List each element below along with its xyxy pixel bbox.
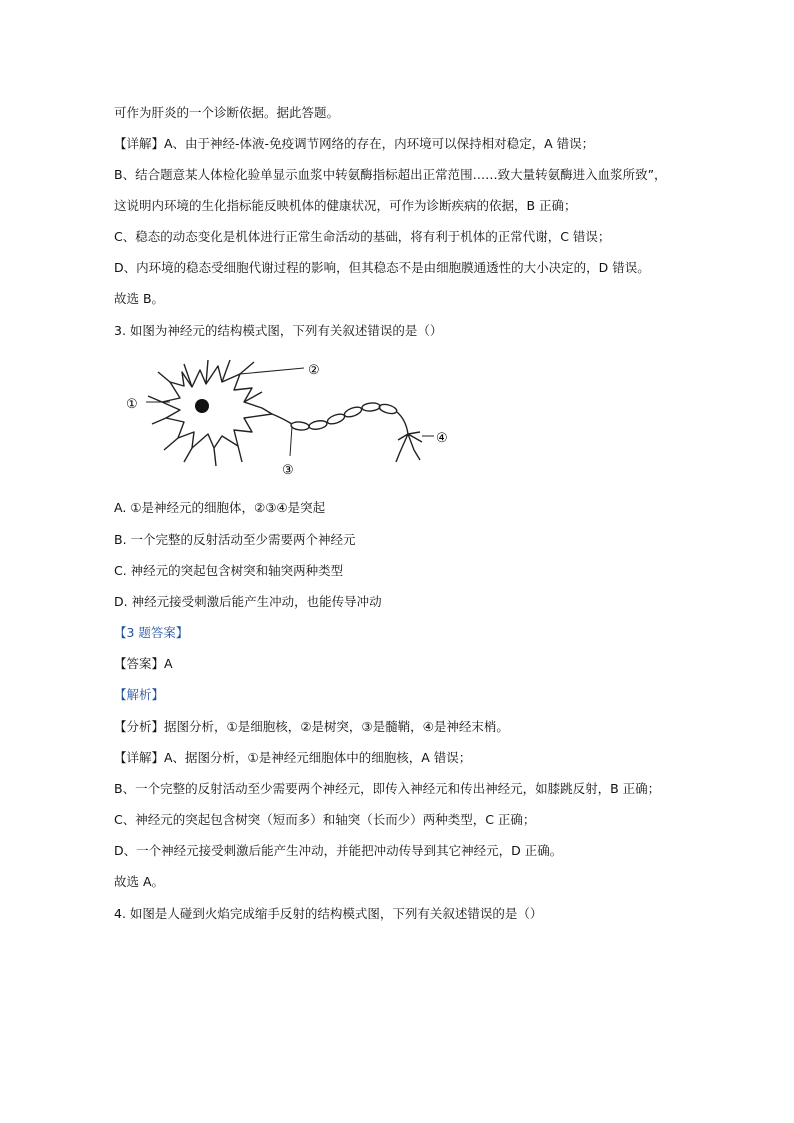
text-line: 这说明内环境的生化指标能反映机体的健康状况，可作为诊断疾病的依据，B 正确；	[114, 198, 577, 213]
question-4-stem: 4. 如图是人碰到火焰完成缩手反射的结构模式图，下列有关叙述错误的是（）	[114, 906, 543, 921]
analysis-line: 故选 A。	[114, 874, 165, 889]
text-line: D、内环境的稳态受细胞代谢过程的影响，但其稳态不是由细胞膜通透性的大小决定的，D 错误。	[114, 260, 650, 275]
figure-label-3: ③	[282, 463, 294, 478]
text-line: 【详解】A、由于神经-体液-免疫调节网络的存在，内环境可以保持相对稳定，A 错误；	[114, 136, 595, 151]
analysis-line: 【分析】据图分析，①是细胞核，②是树突，③是髓鞘，④是神经末梢。	[114, 719, 509, 734]
figure-label-1: ①	[126, 397, 138, 412]
analysis-line: B、一个完整的反射活动至少需要两个神经元，即传入神经元和传出神经元，如膝跳反射，B 正确；	[114, 781, 661, 796]
analysis-line: D、一个神经元接受刺激后能产生冲动，并能把冲动传导到其它神经元，D 正确。	[114, 843, 563, 858]
text-line: B、结合题意某人体检化验单显示血浆中转氨酶指标超出正常范围……致大量转氨酶进入血浆所致”，	[114, 167, 667, 182]
figure-label-2: ②	[308, 363, 320, 378]
option-d: D. 神经元接受刺激后能产生冲动，也能传导冲动	[114, 594, 382, 609]
option-b: B. 一个完整的反射活动至少需要两个神经元	[114, 532, 356, 547]
option-a: A. ①是神经元的细胞体，②③④是突起	[114, 500, 326, 515]
answer-line: 【答案】A	[114, 656, 173, 671]
option-c: C. 神经元的突起包含树突和轴突两种类型	[114, 563, 344, 578]
nucleus-dot	[195, 399, 209, 413]
figure-label-4: ④	[436, 431, 448, 446]
analysis-header: 【解析】	[114, 687, 165, 702]
analysis-line: C、神经元的突起包含树突（短而多）和轴突（长而少）两种类型，C 正确；	[114, 812, 536, 827]
answer-header: 【3 题答案】	[114, 625, 189, 640]
analysis-line: 【详解】A、据图分析，①是神经元细胞体中的细胞核，A 错误；	[114, 750, 472, 765]
text-line: 可作为肝炎的一个诊断依据。据此答题。	[114, 105, 340, 120]
neuron-drawing	[146, 360, 434, 466]
neuron-diagram	[122, 352, 452, 482]
question-3-stem: 3. 如图为神经元的结构模式图，下列有关叙述错误的是（）	[114, 323, 443, 338]
text-line: C、稳态的动态变化是机体进行正常生命活动的基础，将有利于机体的正常代谢，C 错误；	[114, 229, 611, 244]
text-line: 故选 B。	[114, 291, 165, 306]
